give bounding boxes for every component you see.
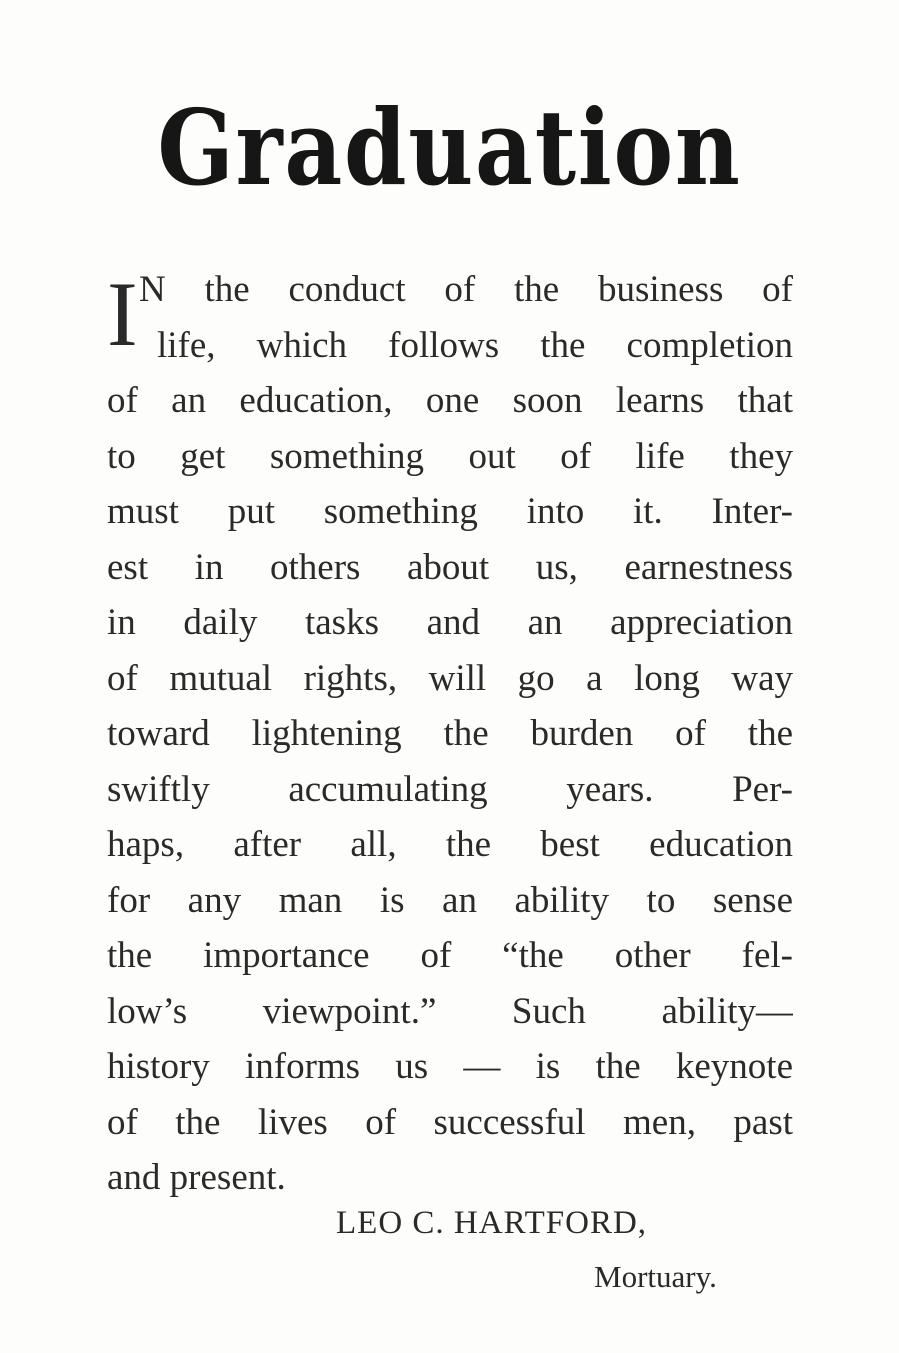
text-line-16: of the lives of successful men, past <box>107 1101 793 1143</box>
text-line-2: life, which follows the completion <box>157 324 793 366</box>
text-line-17: and present. <box>107 1157 286 1198</box>
text-line-11: haps, after all, the best education <box>107 824 793 865</box>
text-line-5: must put something into it. Inter- <box>107 491 793 532</box>
body-paragraph <box>107 262 793 1206</box>
signature-title: Mortuary. <box>594 1259 717 1294</box>
text-line-3: of an education, one soon learns that <box>107 380 793 421</box>
signature-name: LEO C. HARTFORD, <box>336 1205 648 1241</box>
text-line-8: of mutual rights, will go a long way <box>107 657 793 699</box>
text-line-4: to get something out of life they <box>107 435 793 477</box>
text-line-9: toward lightening the burden of the <box>107 713 793 754</box>
text-line-6: est in others about us, earnestness <box>107 546 793 588</box>
text-line-14: low’s viewpoint.” Such ability— <box>107 990 793 1032</box>
text-line-1: N the conduct of the business of <box>139 269 793 310</box>
text-line-12: for any man is an ability to sense <box>107 879 793 921</box>
text-line-7: in daily tasks and an appreciation <box>107 602 793 643</box>
text-line-15: history informs us — is the keynote <box>107 1046 793 1087</box>
page-title: Graduation <box>157 86 742 209</box>
text-line-13: the importance of “the other fel- <box>107 935 793 976</box>
drop-cap: I <box>107 263 138 365</box>
text-line-10: swiftly accumulating years. Per- <box>107 768 793 810</box>
